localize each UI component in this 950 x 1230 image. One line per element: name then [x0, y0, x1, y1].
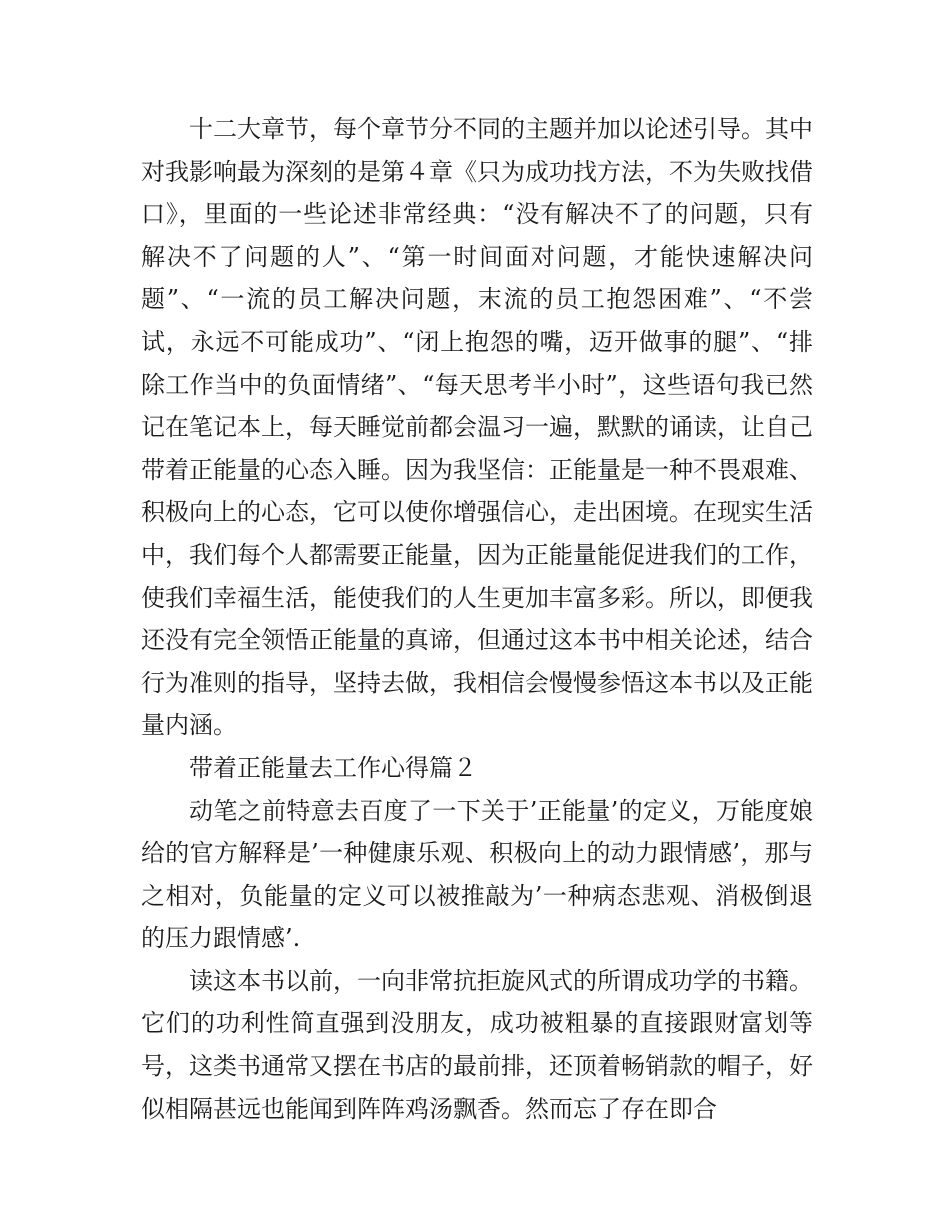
- section-heading: 带着正能量去工作心得篇２: [189, 753, 477, 782]
- body-paragraph-definition: 动笔之前特意去百度了一下关于’正能量’的定义，万能度娘给的官方解释是’一种健康乐观、积极向上的动力跟情感’，那与之相对，负能量的定义可以被推敲为’一种病态悲观、消极倒退的压力跟情感’.: [141, 796, 813, 953]
- body-paragraph-reading: 读这本书以前，一向非常抗拒旋风式的所谓成功学的书籍。它们的功利性简直强到没朋友，成功被粗暴的直接跟财富划等号，这类书通常又摆在书店的最前排，还顶着畅销款的帽子，好似相隔甚远也能闻到阵阵鸡汤飘香。然而忘了存在即合: [141, 966, 813, 1123]
- body-paragraph-chapters: 十二大章节，每个章节分不同的主题并加以论述引导。其中对我影响最为深刻的是第４章《只为成功找方法，不为失败找借口》，里面的一些论述非常经典：“没有解决不了的问题，只有解决不了问题的人”、“第一时间面对问题，才能快速解决问题”、“一流的员工解决问题，末流的员工抱怨困难”、“不尝试，永远不可能成功”、“闭上抱怨的嘴，迈开做事的腿”、“排除工作当中的负面情绪”、“每天思考半小时”，这些语句我已然记在笔记本上，每天睡觉前都会温习一遍，默默的诵读，让自己带着正能量的心态入睡。因为我坚信：正能量是一种不畏艰难、积极向上的心态，它可以使你增强信心，走出困境。在现实生活中，我们每个人都需要正能量，因为正能量能促进我们的工作，使我们幸福生活，能使我们的人生更加丰富多彩。所以，即便我还没有完全领悟正能量的真谛，但通过这本书中相关论述，结合行为准则的指导，坚持去做，我相信会慢慢参悟这本书以及正能量内涵。: [141, 115, 813, 740]
- document-body: [141, 108, 813, 1130]
